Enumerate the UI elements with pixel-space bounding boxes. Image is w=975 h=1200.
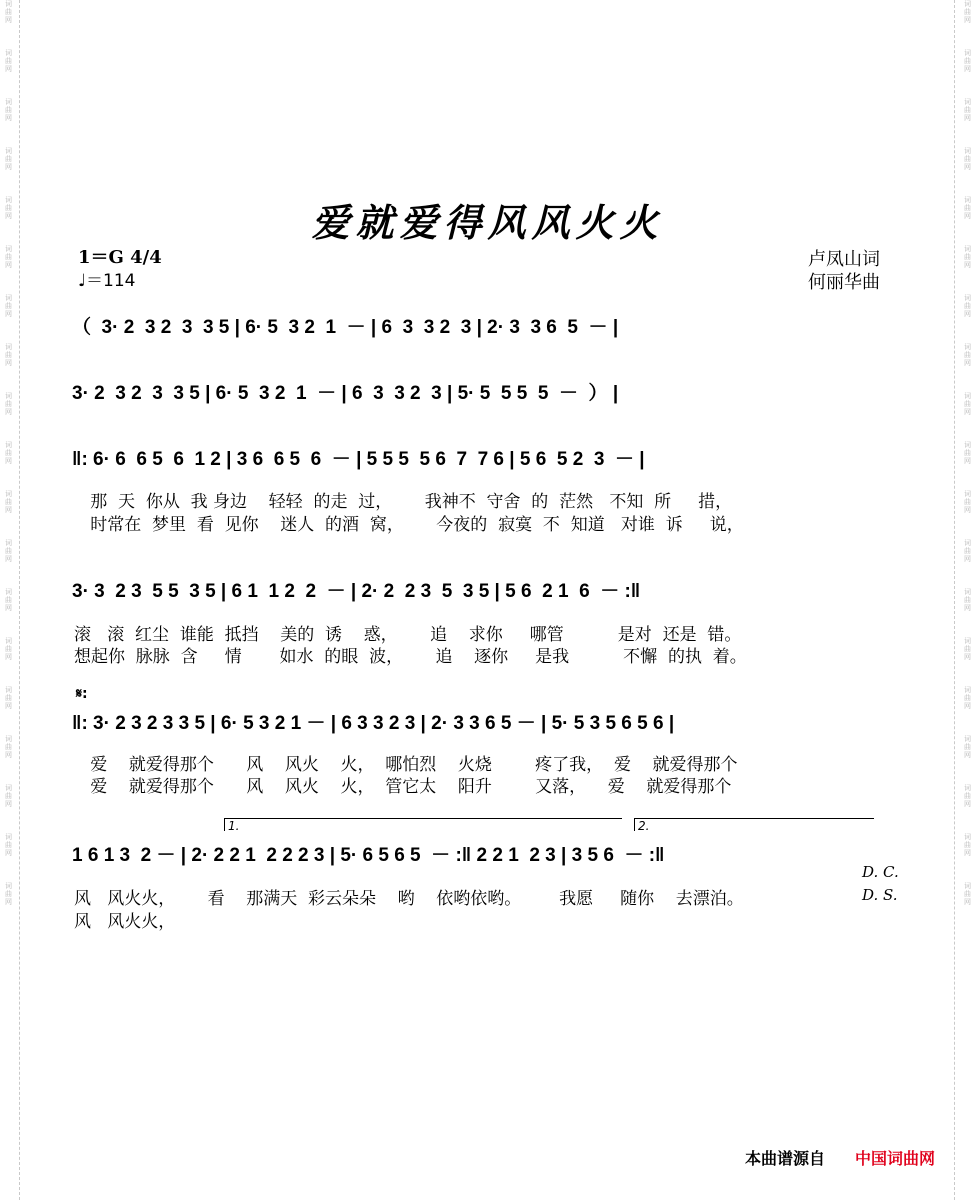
notation-line-1: （ 3· 2 3 2 3 3 5 | 6· 5 3 2 1 － | 6 3 3 2 3 | 2· 3 3 6 5 － | xyxy=(72,317,619,338)
notation-line-2: 3· 2 3 2 3 3 5 | 6· 5 3 2 1 － | 6 3 3 2 3 | 5· 5 5 5 5 － ） | xyxy=(72,383,619,404)
watermark-text: 词曲网 xyxy=(963,196,972,220)
lyric-line-4: 想起你 脉脉 含 情 如水 的眼 波， 追 逐你 是我 不懈 的执 着。 xyxy=(74,647,747,667)
watermark-text: 词曲网 xyxy=(963,882,972,906)
watermark-text: 词曲网 xyxy=(963,49,972,73)
watermark-text: 词曲网 xyxy=(4,539,13,563)
segno-sign: 𝄋: xyxy=(76,686,88,702)
lyric-line-7: 风 风火火， 看 那满天 彩云朵朵 哟 依哟依哟。 我愿 随你 去漂泊。 xyxy=(74,889,744,909)
right-border xyxy=(954,0,955,1200)
lyricist-credit: 卢凤山词 xyxy=(808,249,880,270)
watermark-text: 词曲网 xyxy=(963,637,972,661)
watermark-text: 词曲网 xyxy=(4,441,13,465)
source-label: 本曲谱源自 xyxy=(745,1149,826,1168)
watermark-text: 词曲网 xyxy=(963,686,972,710)
watermark-text: 词曲网 xyxy=(963,735,972,759)
watermark-text: 词曲网 xyxy=(4,147,13,171)
composer-credit: 何丽华曲 xyxy=(808,272,880,293)
watermark-text: 词曲网 xyxy=(963,0,972,24)
watermark-text: 词曲网 xyxy=(4,637,13,661)
watermark-text: 词曲网 xyxy=(4,833,13,857)
notation-line-6: 1 6 1 3 2 － | 2· 2 2 1 2 2 2 3 | 5· 6 5 6 5 － :‖ 2 2 1 2 3 | 3 5 6 － :‖ xyxy=(72,845,665,866)
watermark-text: 词曲网 xyxy=(4,49,13,73)
notation-line-4: 3· 3 2 3 5 5 3 5 | 6 1 1 2 2 － | 2· 2 2 3 5 3 5 | 5 6 2 1 6 － :‖ xyxy=(72,581,641,602)
watermark-text: 词曲网 xyxy=(963,833,972,857)
lyric-line-2: 时常在 梦里 看 见你 迷人 的酒 窝， 今夜的 寂寞 不 知道 对谁 诉 说， xyxy=(74,515,744,535)
source-site-link[interactable]: 中国词曲网 xyxy=(855,1149,936,1168)
watermark-text: 词曲网 xyxy=(963,490,972,514)
watermark-text: 词曲网 xyxy=(963,98,972,122)
ds-marking: D. S. xyxy=(862,886,898,904)
left-watermark-strip xyxy=(3,0,13,1200)
watermark-text: 词曲网 xyxy=(4,392,13,416)
watermark-text: 词曲网 xyxy=(963,539,972,563)
watermark-text: 词曲网 xyxy=(963,392,972,416)
lyric-line-1: 那 天 你从 我 身边 轻轻 的走 过， 我神不 守舍 的 茫然 不知 所 措， xyxy=(74,492,733,512)
song-title: 爱就爱得风风火火 xyxy=(311,200,664,245)
watermark-text: 词曲网 xyxy=(4,784,13,808)
lyric-line-8: 风 风火火， xyxy=(74,912,176,932)
watermark-text: 词曲网 xyxy=(963,245,972,269)
lyric-line-5: 爱 就爱得那个 风 风火 火， 哪怕烈 火烧 疼了我， 爱 就爱得那个 xyxy=(74,755,738,775)
watermark-text: 词曲网 xyxy=(4,0,13,24)
watermark-text: 词曲网 xyxy=(4,686,13,710)
tempo-marking: ♩＝114 xyxy=(78,271,136,291)
left-border xyxy=(19,0,20,1200)
watermark-text: 词曲网 xyxy=(4,294,13,318)
watermark-text: 词曲网 xyxy=(4,588,13,612)
watermark-text: 词曲网 xyxy=(963,441,972,465)
watermark-text: 词曲网 xyxy=(963,147,972,171)
lyric-line-3: 滚 滚 红尘 谁能 抵挡 美的 诱 惑， 追 求你 哪管 是对 还是 错。 xyxy=(74,625,742,645)
watermark-text: 词曲网 xyxy=(4,882,13,906)
dc-marking: D. C. xyxy=(862,863,899,881)
watermark-text: 词曲网 xyxy=(963,294,972,318)
watermark-text: 词曲网 xyxy=(963,784,972,808)
watermark-text: 词曲网 xyxy=(963,588,972,612)
second-ending-bracket: 2. xyxy=(634,818,874,831)
watermark-text: 词曲网 xyxy=(4,98,13,122)
first-ending-bracket: 1. xyxy=(224,818,622,831)
key-signature: 1＝G 4/4 xyxy=(78,247,162,268)
watermark-text: 词曲网 xyxy=(4,735,13,759)
watermark-text: 词曲网 xyxy=(4,196,13,220)
notation-line-5: ‖: 3· 2 3 2 3 3 5 | 6· 5 3 2 1 － | 6 3 3 2 3 | 2· 3 3 6 5 － | 5· 5 3 5 6 5 6 | xyxy=(72,713,675,734)
watermark-text: 词曲网 xyxy=(4,343,13,367)
right-watermark-strip xyxy=(962,0,972,1200)
watermark-text: 词曲网 xyxy=(4,490,13,514)
watermark-text: 词曲网 xyxy=(4,245,13,269)
notation-line-3: ‖: 6· 6 6 5 6 1 2 | 3 6 6 5 6 － | 5 5 5 5 6 7 7 6 | 5 6 5 2 3 － | xyxy=(72,449,645,470)
watermark-text: 词曲网 xyxy=(963,343,972,367)
lyric-line-6: 爱 就爱得那个 风 风火 火， 管它太 阳升 又落， 爱 就爱得那个 xyxy=(74,777,732,797)
